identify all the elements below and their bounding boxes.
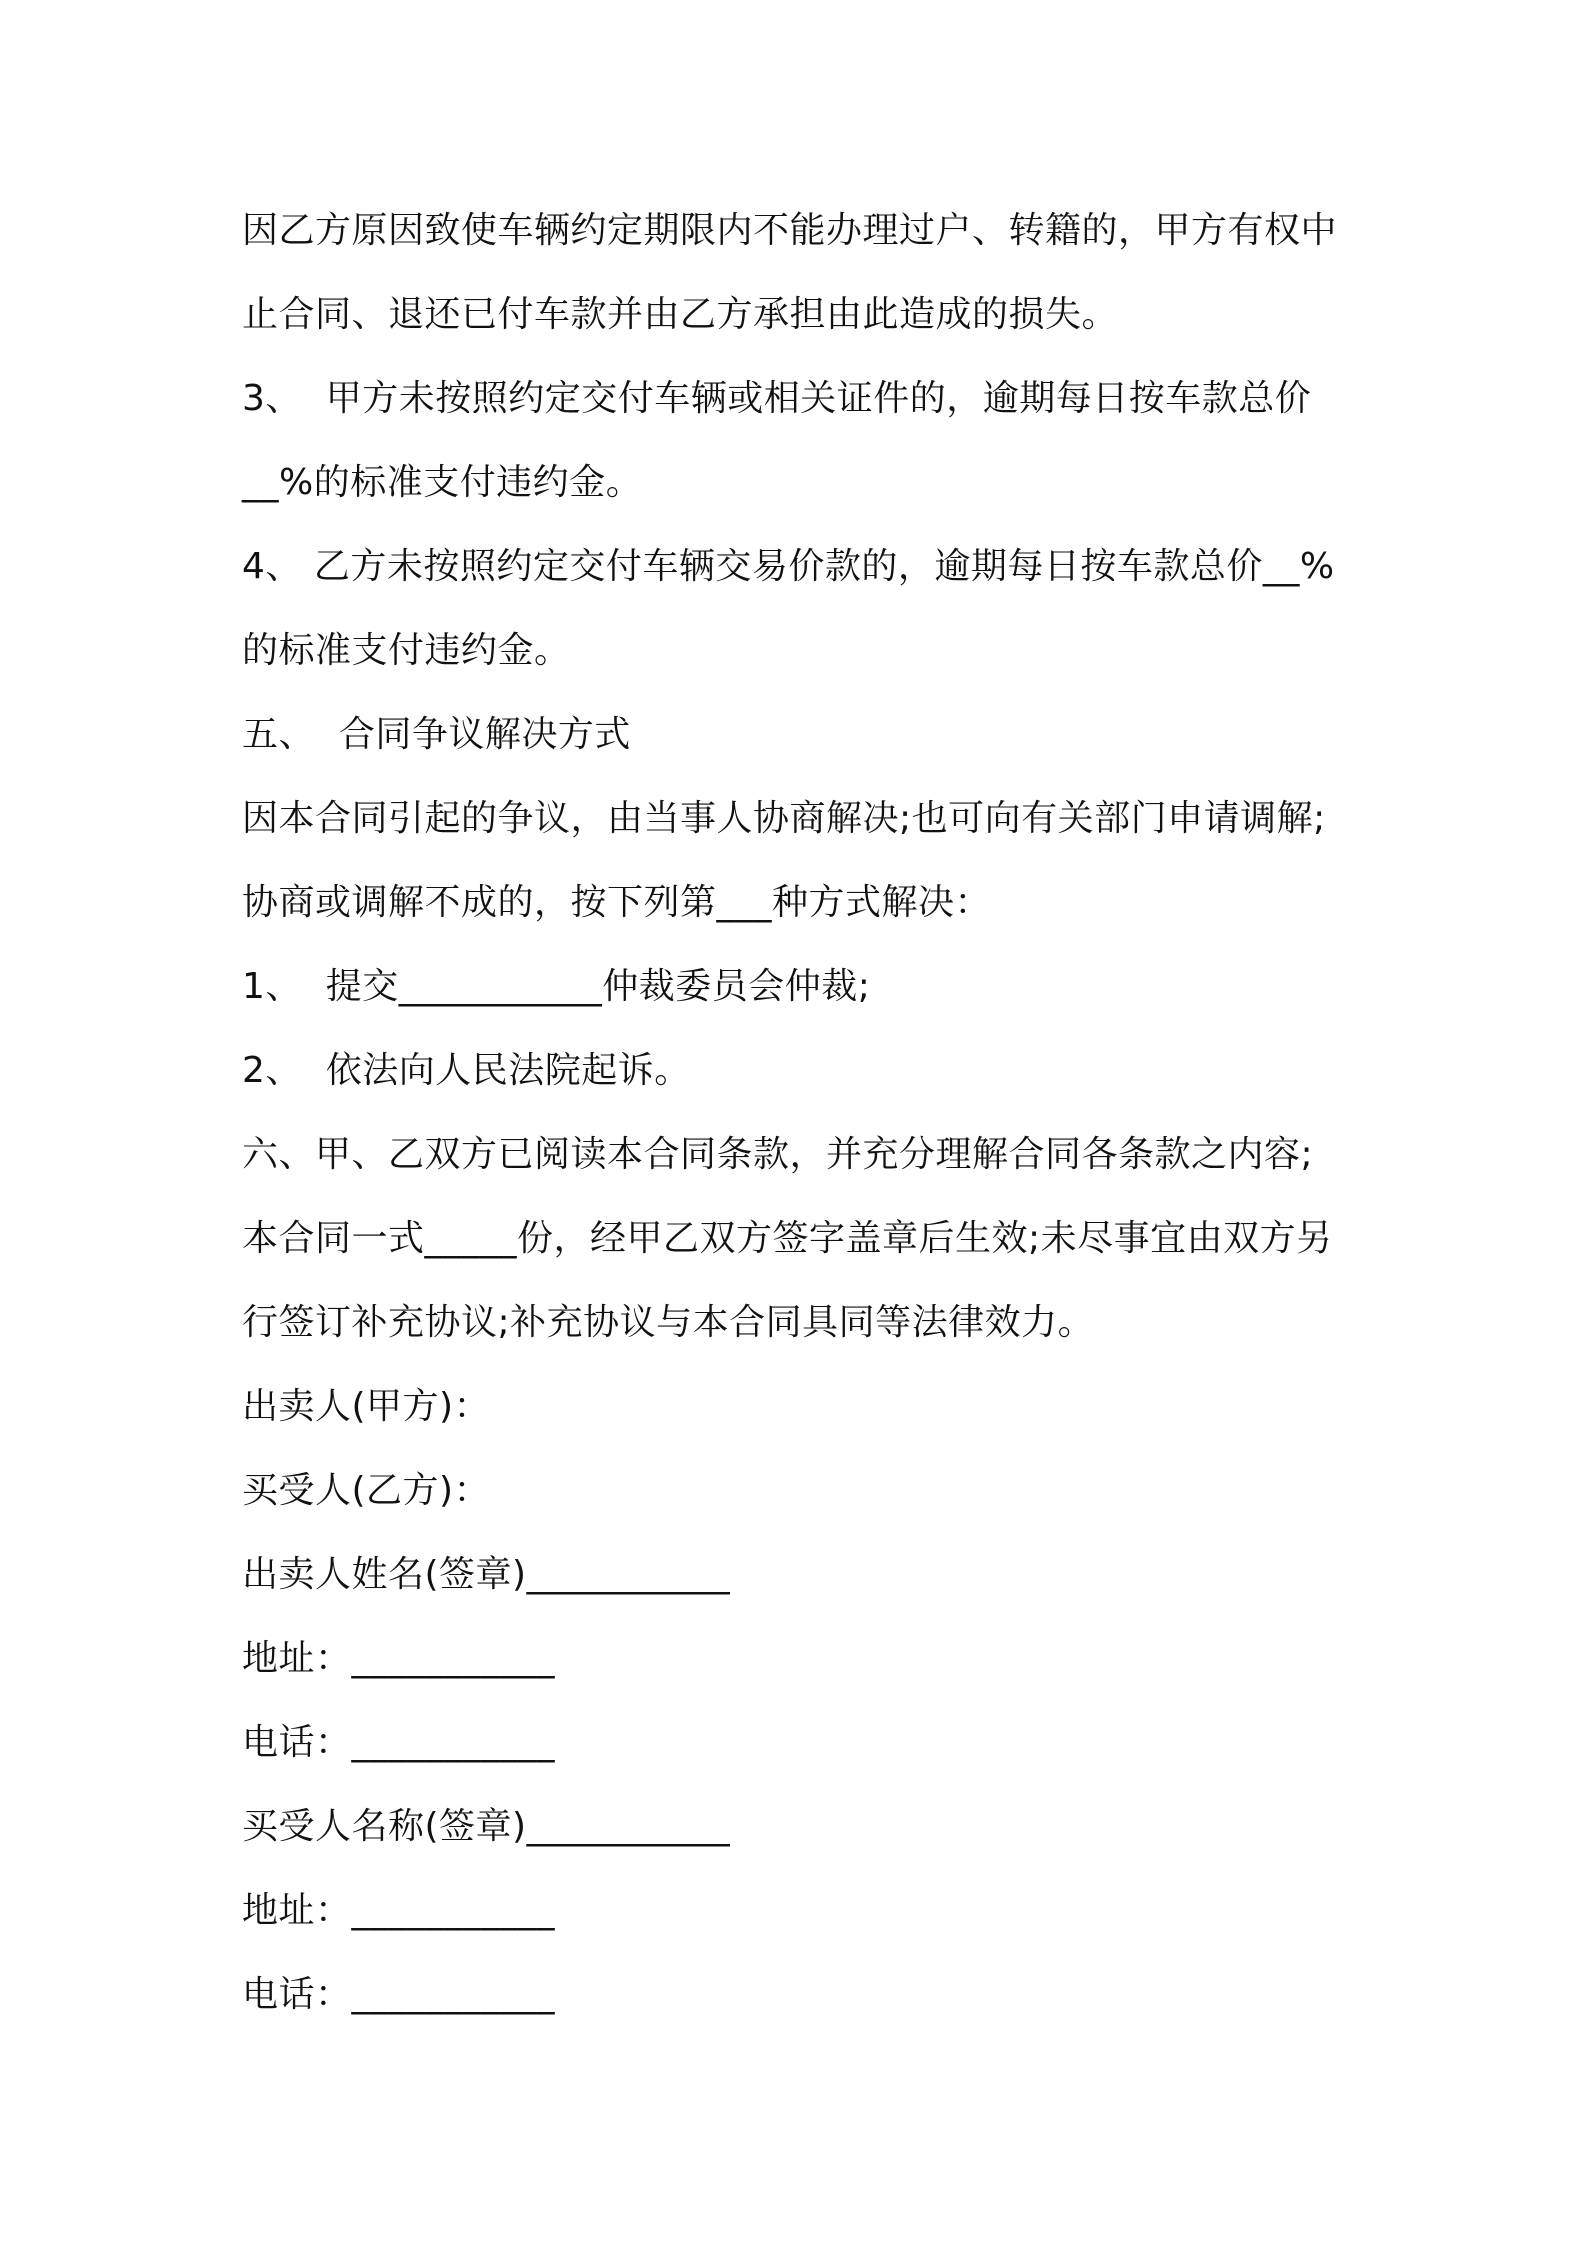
section-heading-dispute: 五、 合同争议解决方式 bbox=[242, 714, 631, 755]
seller-address-field: 地址：___________ bbox=[242, 1638, 556, 1679]
clause-text-line: 因乙方原因致使车辆约定期限内不能办理过户、转籍的，甲方有权中 bbox=[242, 210, 1338, 251]
clause-text-line: 本合同一式_____份，经甲乙双方签字盖章后生效;未尽事宜由双方另 bbox=[242, 1218, 1333, 1259]
clause-text-line: 止合同、退还已付车款并由乙方承担由此造成的损失。 bbox=[242, 294, 1119, 335]
buyer-signature-field: 买受人名称(签章)___________ bbox=[242, 1806, 731, 1847]
buyer-label: 买受人(乙方)： bbox=[242, 1470, 491, 1511]
clause-text-line: __%的标准支付违约金。 bbox=[242, 462, 643, 503]
seller-phone-field: 电话：___________ bbox=[242, 1722, 556, 1763]
seller-label: 出卖人(甲方)： bbox=[242, 1386, 491, 1427]
seller-signature-field: 出卖人姓名(签章)___________ bbox=[242, 1554, 731, 1595]
clause-item-3: 3、 甲方未按照约定交付车辆或相关证件的，逾期每日按车款总价 bbox=[242, 378, 1312, 419]
clause-text-line: 行签订补充协议;补充协议与本合同具同等法律效力。 bbox=[242, 1302, 1095, 1343]
buyer-address-field: 地址：___________ bbox=[242, 1890, 556, 1931]
option-litigation: 2、 依法向人民法院起诉。 bbox=[242, 1050, 691, 1091]
buyer-phone-field: 电话：___________ bbox=[242, 1974, 556, 2015]
clause-item-4: 4、 乙方未按照约定交付车辆交易价款的，逾期每日按车款总价__% bbox=[242, 546, 1335, 587]
option-arbitration: 1、 提交___________仲裁委员会仲裁; bbox=[242, 966, 871, 1007]
clause-text-line: 协商或调解不成的，按下列第___种方式解决： bbox=[242, 882, 992, 923]
clause-text-line: 因本合同引起的争议，由当事人协商解决;也可向有关部门申请调解; bbox=[242, 798, 1326, 839]
clause-text-line: 的标准支付违约金。 bbox=[242, 630, 571, 671]
section-heading-acknowledgement: 六、甲、乙双方已阅读本合同条款，并充分理解合同各条款之内容; bbox=[242, 1134, 1314, 1175]
